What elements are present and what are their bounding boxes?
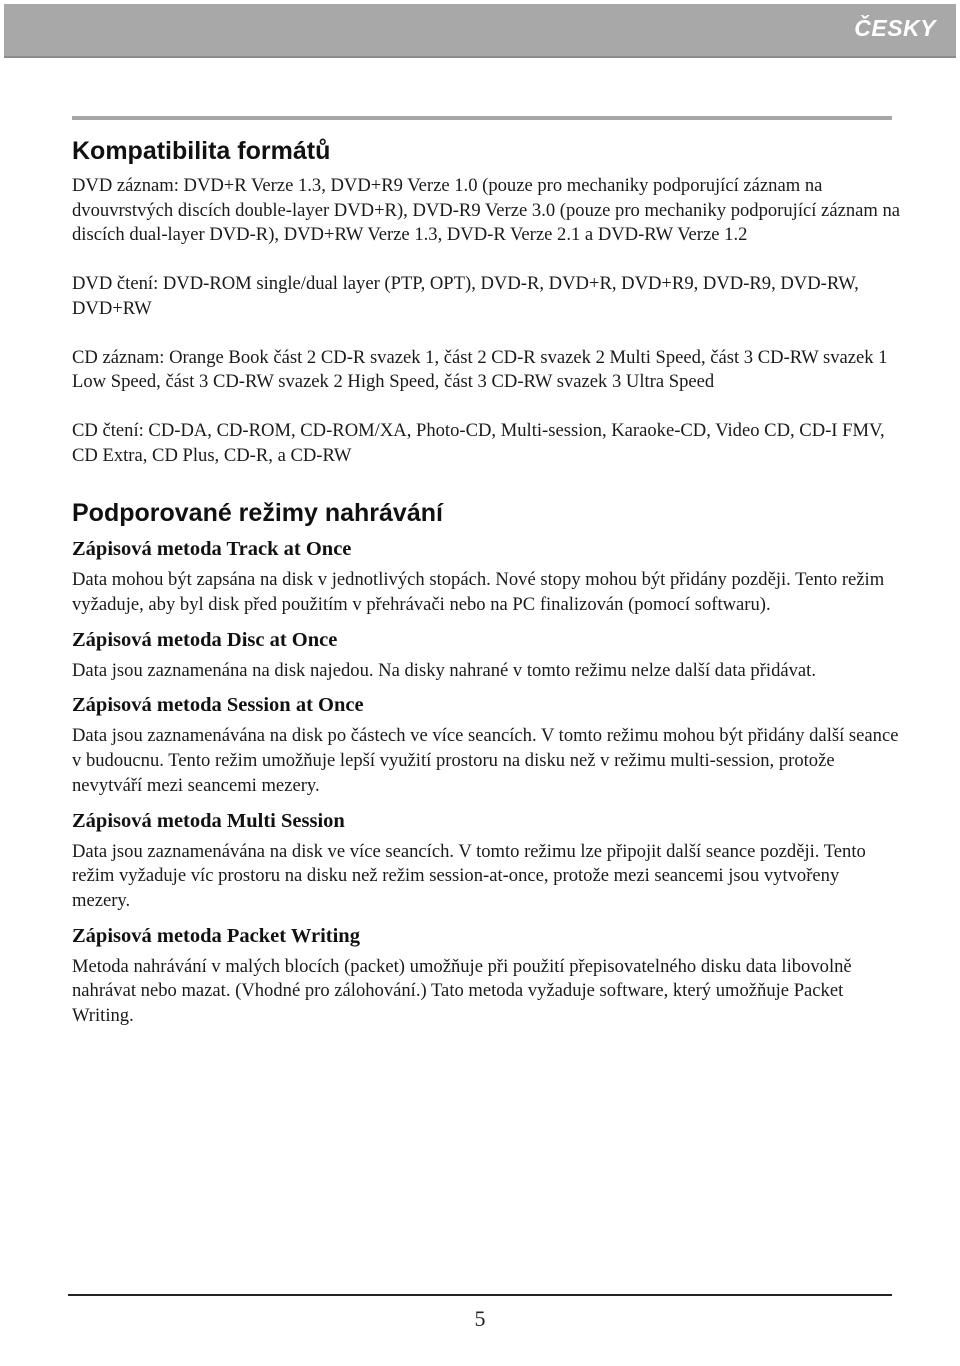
page-number: 5 bbox=[474, 1306, 486, 1331]
footer-divider bbox=[68, 1294, 892, 1296]
section-title-recording-modes: Podporované režimy nahrávání bbox=[72, 499, 443, 528]
header-bar bbox=[4, 4, 956, 58]
paragraph-dvd-record: DVD záznam: DVD+R Verze 1.3, DVD+R9 Verze 1.0 (pouze pro mechaniky podporující záznam na dvouvrstvých discích double-layer DVD+R), DVD-R9 Verze 3.0 (pouze pro mechaniky podporující záznam na discích dual-layer DVD-R), DVD+RW Verze 1.3, DVD-R Verze 2.1 a DVD-RW Verze 1.2 bbox=[72, 175, 901, 246]
header-language: ČESKY bbox=[854, 15, 936, 41]
mode-title-packet-writing: Zápisová metoda Packet Writing bbox=[72, 924, 360, 947]
mode-title-disc-at-once: Zápisová metoda Disc at Once bbox=[72, 628, 338, 651]
paragraph-dvd-read: DVD čtení: DVD-ROM single/dual layer (PTP, OPT), DVD-R, DVD+R, DVD+R9, DVD-R9, DVD-RW, DVD+RW bbox=[72, 273, 859, 319]
mode-text-disc-at-once: Data jsou zaznamenána na disk najedou. Na disky nahrané v tomto režimu nelze další data přidávat. bbox=[72, 659, 816, 681]
paragraph-cd-read: CD čtení: CD-DA, CD-ROM, CD-ROM/XA, Photo-CD, Multi-session, Karaoke-CD, Video CD, CD-I FMV, CD Extra, CD Plus, CD-R, a CD-RW bbox=[72, 419, 885, 466]
mode-title-track-at-once: Zápisová metoda Track at Once bbox=[72, 538, 352, 561]
page-content bbox=[72, 132, 902, 1029]
paragraph-cd-record: CD záznam: Orange Book část 2 CD-R svazek 1, část 2 CD-R svazek 2 Multi Speed, část 3 CD-RW svazek 1 Low Speed, část 3 CD-RW svazek 2 High Speed, část 3 CD-RW svazek 3 Ultra Speed bbox=[72, 346, 888, 393]
mode-title-multi-session: Zápisová metoda Multi Session bbox=[72, 809, 345, 832]
mode-title-session-at-once: Zápisová metoda Session at Once bbox=[72, 694, 364, 717]
section-title-compatibility: Kompatibilita formátů bbox=[72, 137, 331, 165]
mode-text-session-at-once: Data jsou zaznamenávána na disk po částech ve více seancích. V tomto režimu mohou být přidány další seance v budoucnu. Tento režim umožňuje lepší využití prostoru na disku než v režimu multi-session, protože nevytváří mezi seancemi mezery. bbox=[72, 725, 899, 796]
mode-text-packet-writing: Metoda nahrávání v malých blocích (packet) umožňuje při použití přepisovatelného disku data libovolně nahrávat nebo mazat. (Vhodné pro zálohování.) Tato metoda vyžaduje software, který umožňuje Packet Writing. bbox=[72, 955, 852, 1027]
mode-text-track-at-once: Data mohou být zapsána na disk v jednotlivých stopách. Nové stopy mohou být přidány později. Tento režim vyžaduje, aby byl disk před použitím v přehrávači nebo na PC finalizován (pomocí softwaru). bbox=[72, 569, 885, 616]
mode-text-multi-session: Data jsou zaznamenávána na disk ve více seancích. V tomto režimu lze připojit další seance později. Tento režim vyžaduje víc prostoru na disku než režim session-at-once, protože mezi seancemi jsou vytvořeny mezery. bbox=[72, 840, 866, 911]
top-divider bbox=[72, 116, 892, 120]
